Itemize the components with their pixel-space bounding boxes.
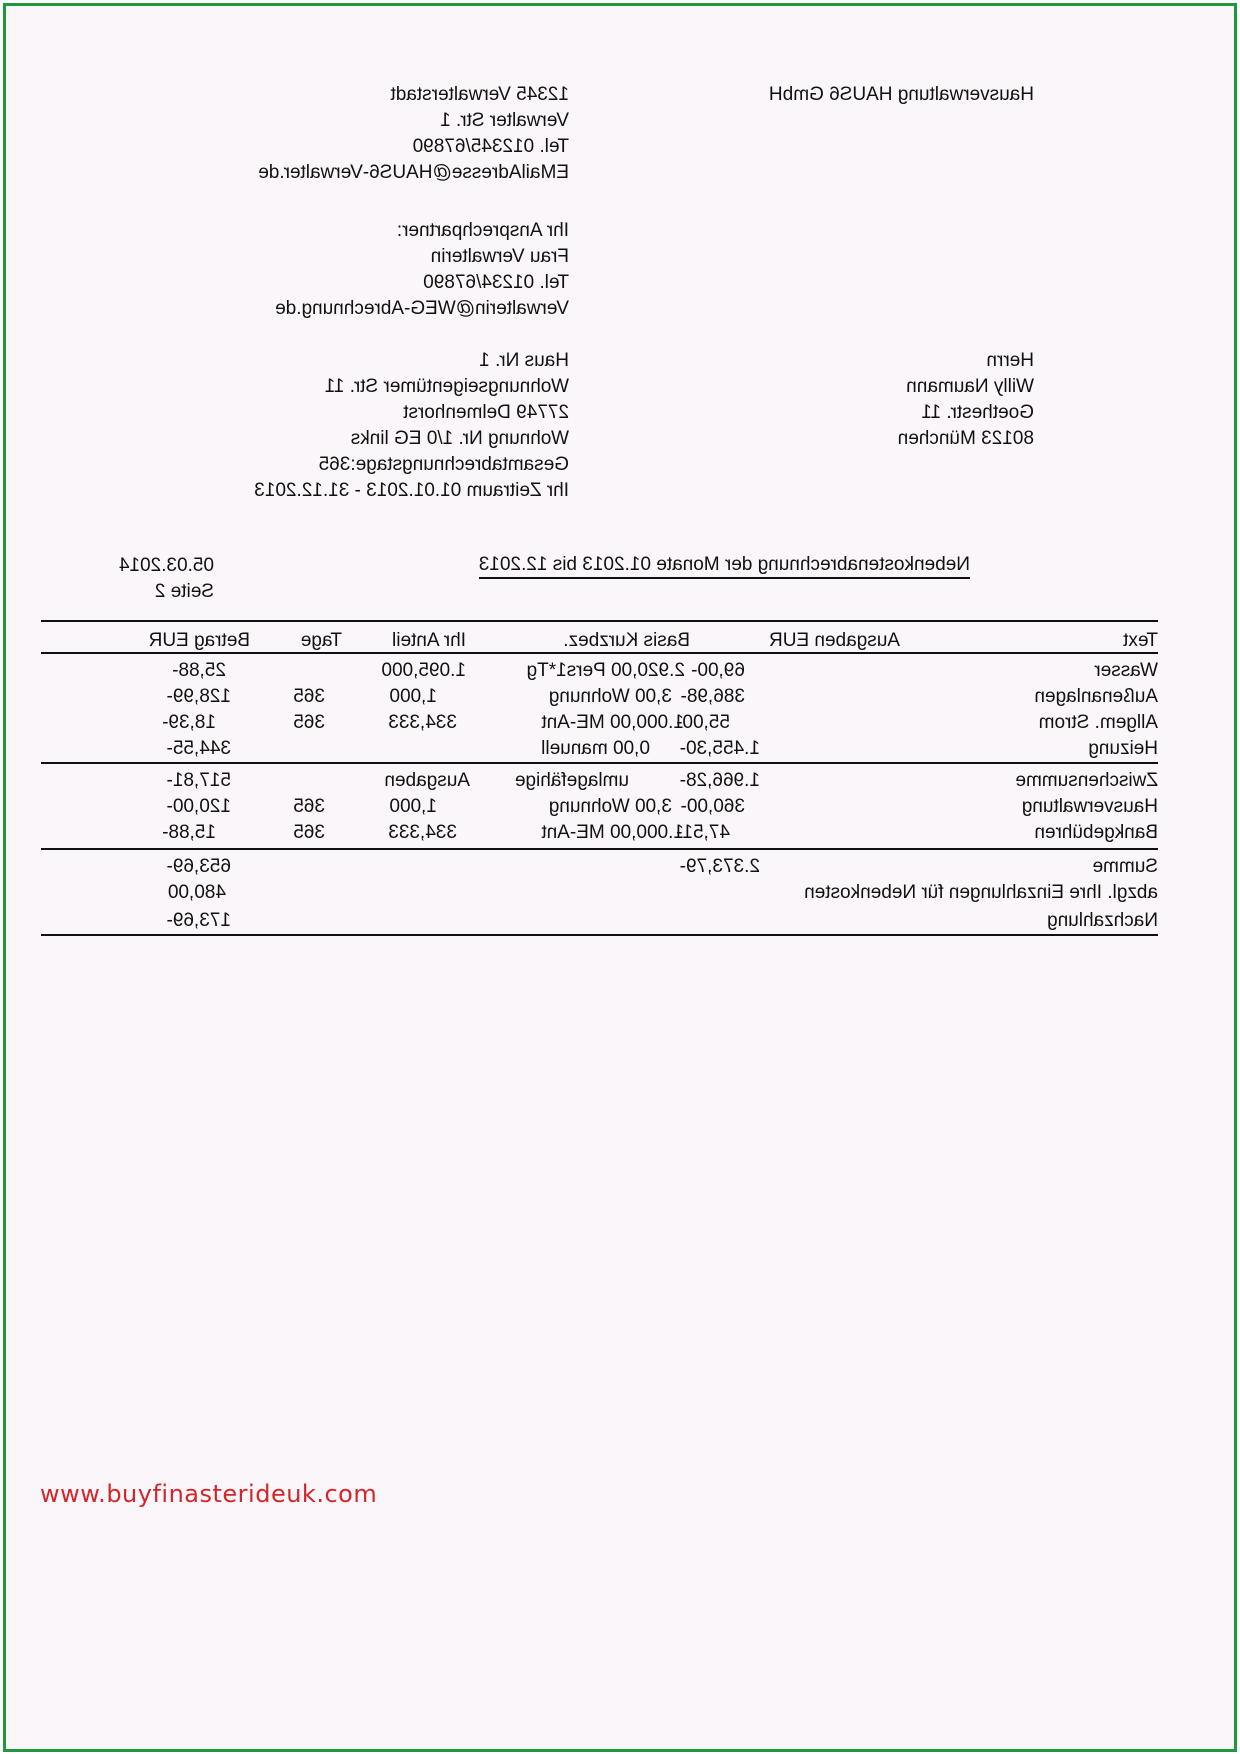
company-address <box>258 82 569 186</box>
contact-heading: Ihr Ansprechpartner: <box>396 220 569 241</box>
property-block <box>254 348 569 504</box>
property-days: Gesamtabrechnungstage:365 <box>318 454 569 475</box>
document-meta <box>119 553 214 605</box>
property-period: Ihr Zeitraum 01.01.2013 - 31.12.2013 <box>254 480 569 501</box>
contact-email: Verwalterin@WEG-Abrechnung.de <box>275 298 569 319</box>
contact-block <box>275 218 569 322</box>
header-text: Text <box>1123 630 1158 651</box>
table-bottom-rule <box>41 934 1158 936</box>
document-content: Hausverwaltung HAUS6 GmbH 12345 Verwalterstadt Verwalter Str. 1 Tel. 012345/67890 EMailAdresse@HAUS6-Verwalter.de Ihr Ansprechpartner: Frau Verwalterin Tel. 01234/67890 Verwalterin@WEG-Abrechnung.de Herrn Willy Naumann Goethestr. 11 80123 München Haus Nr. 1 Wohnungseigentümer Str. 11 27749 Delmenhorst Wohnung Nr. 1/0 EG links Gesamtabrechnungstage:365 Ihr Zeitraum 01.01.2013 - 31.12.2013 Nebenkostenabrechnung der Monate 01.2013 bis 12.2013 05.03.2014 Seite 2 Text Ausgaben EUR Basis Kurzbez. Ihr Anteil Tage Betrag EUR Wasser 69,00- 2.920,00 Pers1*Tg 1.095,000 25,88- Außenanlagen 386,98- 3,00 Wohnung 1,000 365 128,99- Allgem. Strom 55,00- 1.000,00 ME-Ant 334,333 365 18,39- Heizung 1.455,30- 0,00 manuell 344,55- Zwischensumme 1.966,28- umlagefähige Ausgaben 517,81- Hausverwaltung 360,00- 3,00 Wohnung 1,000 365 120,00- Bankgebühren 47,51- 1.000,00 ME-Ant 334,333 365 15,88- Summe 2.373,79- 653,69- abzgl. Ihre Einzahlungen für Nebenkosten 480,00 Nachzahlung 173,69- <box>0 0 1240 1754</box>
company-city: 12345 Verwalterstadt <box>390 84 569 105</box>
header-expenses: Ausgaben EUR <box>769 630 900 651</box>
recipient-name: Willy Naumann <box>906 376 1034 397</box>
recipient-block <box>898 348 1034 452</box>
document-title: Nebenkostenabrechnung der Monate 01.2013 bis 12.2013 <box>479 553 970 579</box>
property-unit: Wohnung Nr. 1/0 EG links <box>350 428 569 449</box>
property-house: Haus Nr. 1 <box>479 350 569 371</box>
property-city: 27749 Delmenhorst <box>403 402 569 423</box>
header-share: Ihr Anteil <box>392 630 466 651</box>
company-name: Hausverwaltung HAUS6 GmbH <box>768 84 1034 105</box>
document-date: 05.03.2014 <box>118 555 214 576</box>
company-phone: Tel. 012345/67890 <box>412 136 569 157</box>
document-page: Seite 2 <box>154 581 214 602</box>
header-amount: Betrag EUR <box>148 630 250 651</box>
table-top-rule <box>41 620 1158 622</box>
recipient-salutation: Herrn <box>986 350 1034 371</box>
table-header-rule <box>41 652 1158 654</box>
contact-name: Frau Verwalterin <box>430 246 569 267</box>
group-separator-rule <box>41 762 1158 764</box>
company-email: EMailAdresse@HAUS6-Verwalter.de <box>258 162 569 183</box>
header-days: Tage <box>300 630 342 651</box>
recipient-street: Goethestr. 11 <box>921 402 1034 423</box>
contact-phone: Tel. 01234/67890 <box>423 272 569 293</box>
company-block <box>769 82 1034 108</box>
recipient-city: 80123 München <box>897 428 1034 449</box>
header-basis: Basis Kurzbez. <box>563 630 690 651</box>
watermark-url: www.buyfinasterideuk.com <box>40 1480 378 1508</box>
property-street: Wohnungseigentümer Str. 11 <box>324 376 569 397</box>
sum-separator-rule <box>41 848 1158 850</box>
company-street: Verwalter Str. 1 <box>440 110 569 131</box>
